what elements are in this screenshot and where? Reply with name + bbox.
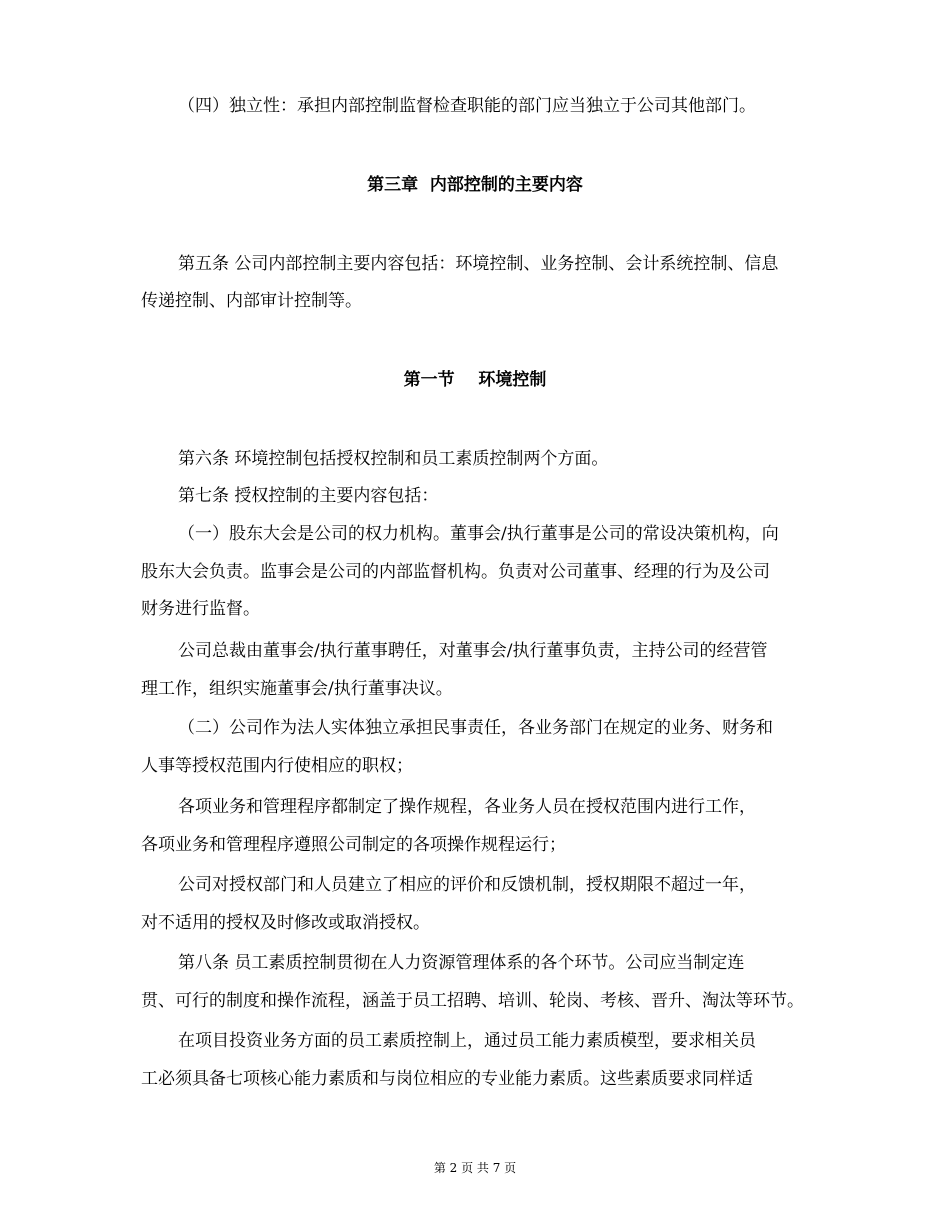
section-heading: 第一节 环境控制 <box>403 370 547 390</box>
paragraph-line: 第五条 公司内部控制主要内容包括：环境控制、业务控制、会计系统控制、信息 <box>178 254 779 274</box>
paragraph-line: 工必须具备七项核心能力素质和与岗位相应的专业能力素质。这些素质要求同样适 <box>141 1069 753 1089</box>
paragraph-line: 公司对授权部门和人员建立了相应的评价和反馈机制，授权期限不超过一年， <box>178 875 756 895</box>
paragraph-line: 股东大会负责。监事会是公司的内部监督机构。负责对公司董事、经理的行为及公司 <box>141 562 770 582</box>
paragraph-line: 第八条 员工素质控制贯彻在人力资源管理体系的各个环节。公司应当制定连 <box>178 953 745 973</box>
chapter-heading: 第三章 内部控制的主要内容 <box>367 175 583 195</box>
paragraph-line: （四）独立性：承担内部控制监督检查职能的部门应当独立于公司其他部门。 <box>178 96 756 116</box>
paragraph-line: 第七条 授权控制的主要内容包括： <box>178 486 439 506</box>
page-footer: 第 2 页 共 7 页 <box>433 1161 517 1175</box>
paragraph-line: （一）股东大会是公司的权力机构。董事会/执行董事是公司的常设决策机构，向 <box>178 524 779 544</box>
paragraph-line: 传递控制、内部审计控制等。 <box>141 291 362 311</box>
paragraph-line: 对不适用的授权及时修改或取消授权。 <box>141 913 430 933</box>
paragraph-line: 第六条 环境控制包括授权控制和员工素质控制两个方面。 <box>178 449 609 469</box>
paragraph-line: 各项业务和管理程序遵照公司制定的各项操作规程运行； <box>141 835 566 855</box>
paragraph-line: 贯、可行的制度和操作流程，涵盖于员工招聘、培训、轮岗、考核、晋升、淘汰等环节。 <box>141 991 804 1011</box>
paragraph-line: 各项业务和管理程序都制定了操作规程，各业务人员在授权范围内进行工作， <box>178 797 756 817</box>
paragraph-line: 财务进行监督。 <box>141 599 260 619</box>
paragraph-line: （二）公司作为法人实体独立承担民事责任，各业务部门在规定的业务、财务和 <box>178 718 773 738</box>
paragraph-line: 在项目投资业务方面的员工素质控制上，通过员工能力素质模型，要求相关员 <box>178 1031 756 1051</box>
paragraph-line: 理工作，组织实施董事会/执行董事决议。 <box>141 679 453 699</box>
paragraph-line: 人事等授权范围内行使相应的职权； <box>141 756 413 776</box>
paragraph-line: 公司总裁由董事会/执行董事聘任，对董事会/执行董事负责，主持公司的经营管 <box>178 641 768 661</box>
